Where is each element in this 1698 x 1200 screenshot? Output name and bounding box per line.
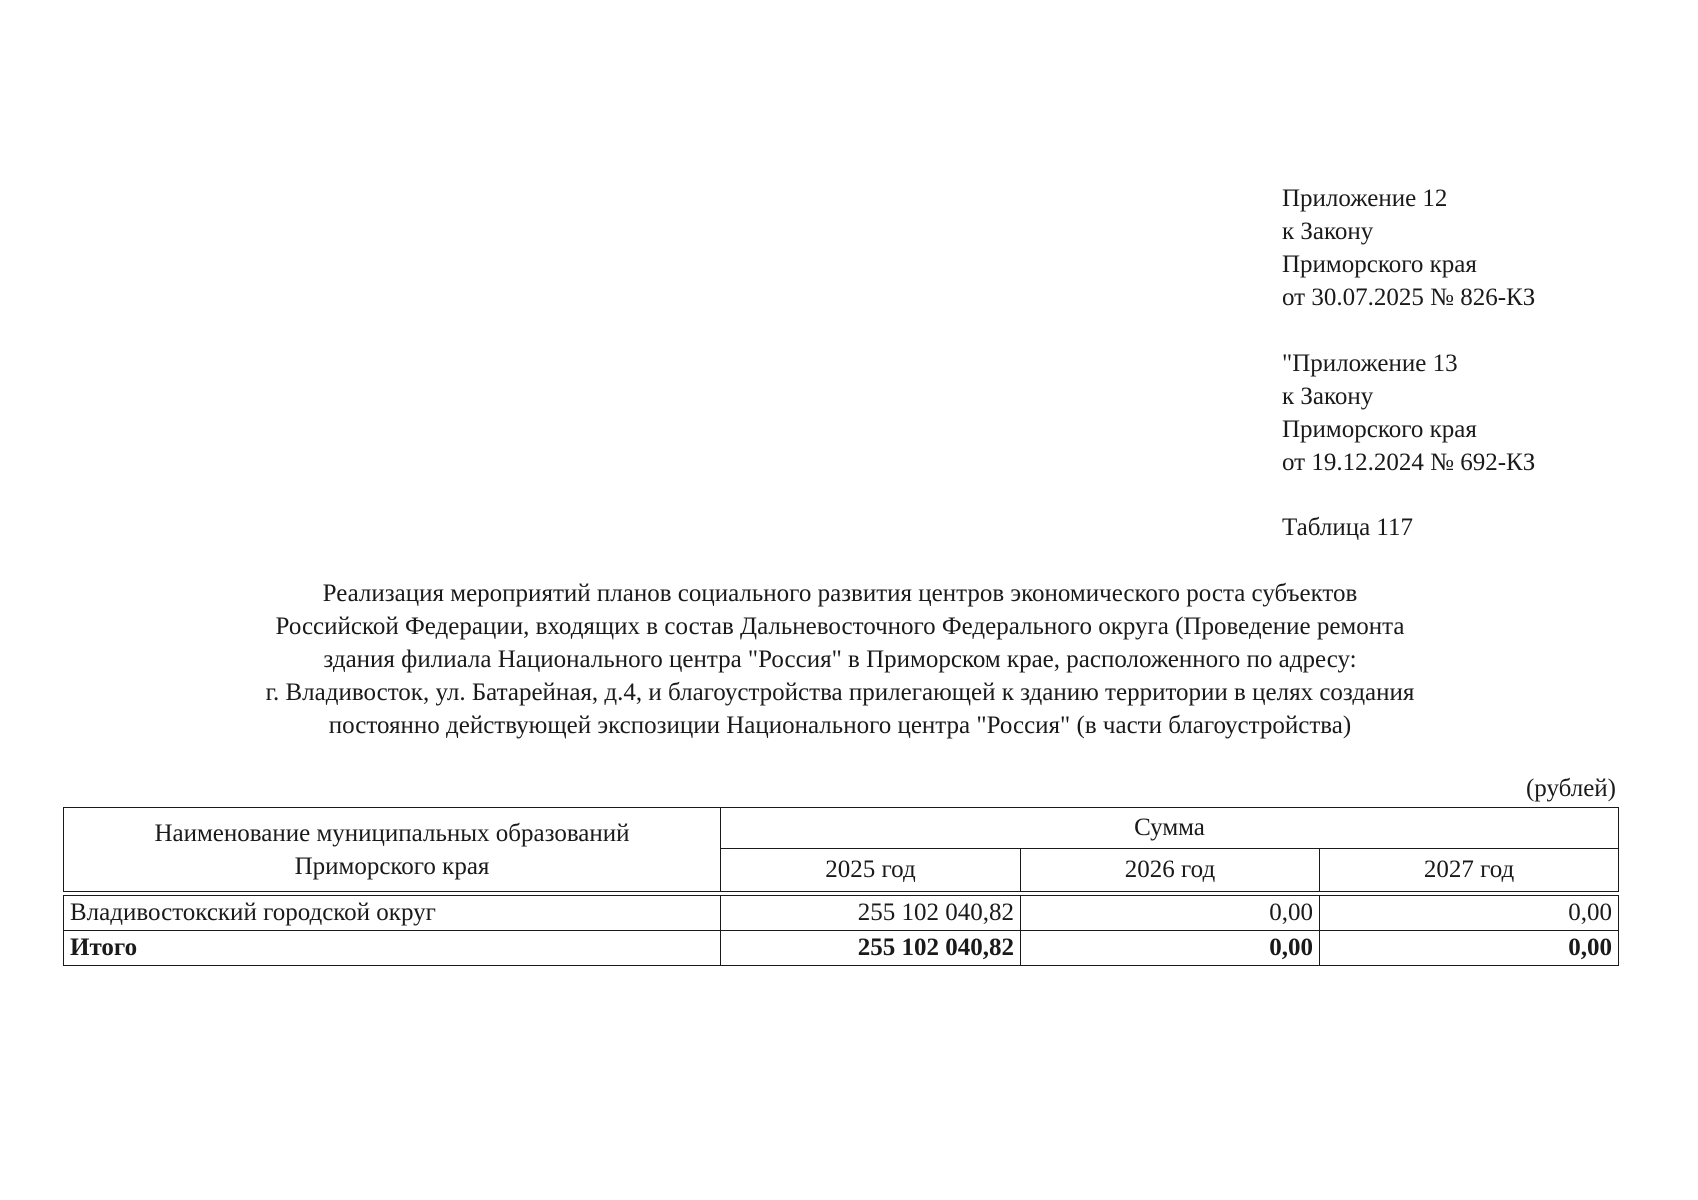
column-header-sum: Сумма — [721, 808, 1619, 849]
total-row — [64, 931, 1619, 966]
units-label: (рублей) — [1525, 775, 1616, 802]
column-header-municipality — [64, 808, 721, 892]
annex-line: к Закону — [1282, 218, 1374, 245]
table-row — [64, 896, 1619, 931]
header-line: Приморского края — [294, 852, 490, 880]
annex-line: к Закону — [1282, 383, 1374, 410]
annex-line: Приложение 12 — [1282, 185, 1448, 212]
municipality-name-cell: Владивостокский городской округ — [64, 896, 721, 931]
total-2026-cell: 0,00 — [1021, 931, 1320, 966]
header-line: Наименование муниципальных образований — [154, 819, 630, 847]
total-2025-cell: 255 102 040,82 — [721, 931, 1021, 966]
title-line: г. Владивосток, ул. Батарейная, д.4, и благоустройства прилегающей к зданию территории в целях создания — [265, 679, 1415, 706]
column-header-year-2025: 2025 год — [721, 849, 1021, 892]
annex-line: "Приложение 13 — [1282, 350, 1458, 377]
table-number: Таблица 117 — [1282, 514, 1413, 541]
column-header-year-2026: 2026 год — [1021, 849, 1320, 892]
annex-reference-current — [1282, 182, 1535, 314]
annex-line: от 19.12.2024 № 692-КЗ — [1282, 449, 1536, 476]
budget-table — [63, 807, 1619, 966]
document-title — [120, 577, 1560, 742]
annex-reference-amended — [1282, 347, 1535, 479]
annex-line: от 30.07.2025 № 826-КЗ — [1282, 284, 1536, 311]
total-2027-cell: 0,00 — [1320, 931, 1619, 966]
title-line: постоянно действующей экспозиции Национального центра "Россия" (в части благоустройства) — [328, 712, 1352, 739]
title-line: здания филиала Национального центра "Россия" в Приморском крае, расположенного по адресу: — [323, 646, 1357, 673]
annex-line: Приморского края — [1282, 251, 1477, 278]
amount-2026-cell: 0,00 — [1021, 896, 1320, 931]
amount-2027-cell: 0,00 — [1320, 896, 1619, 931]
title-line: Реализация мероприятий планов социального развития центров экономического роста субъектов — [322, 580, 1358, 607]
column-header-year-2027: 2027 год — [1320, 849, 1619, 892]
total-label-cell: Итого — [64, 931, 721, 966]
amount-2025-cell: 255 102 040,82 — [721, 896, 1021, 931]
title-line: Российской Федерации, входящих в состав Дальневосточного Федерального округа (Проведение ремонта — [275, 613, 1405, 640]
annex-line: Приморского края — [1282, 416, 1477, 443]
